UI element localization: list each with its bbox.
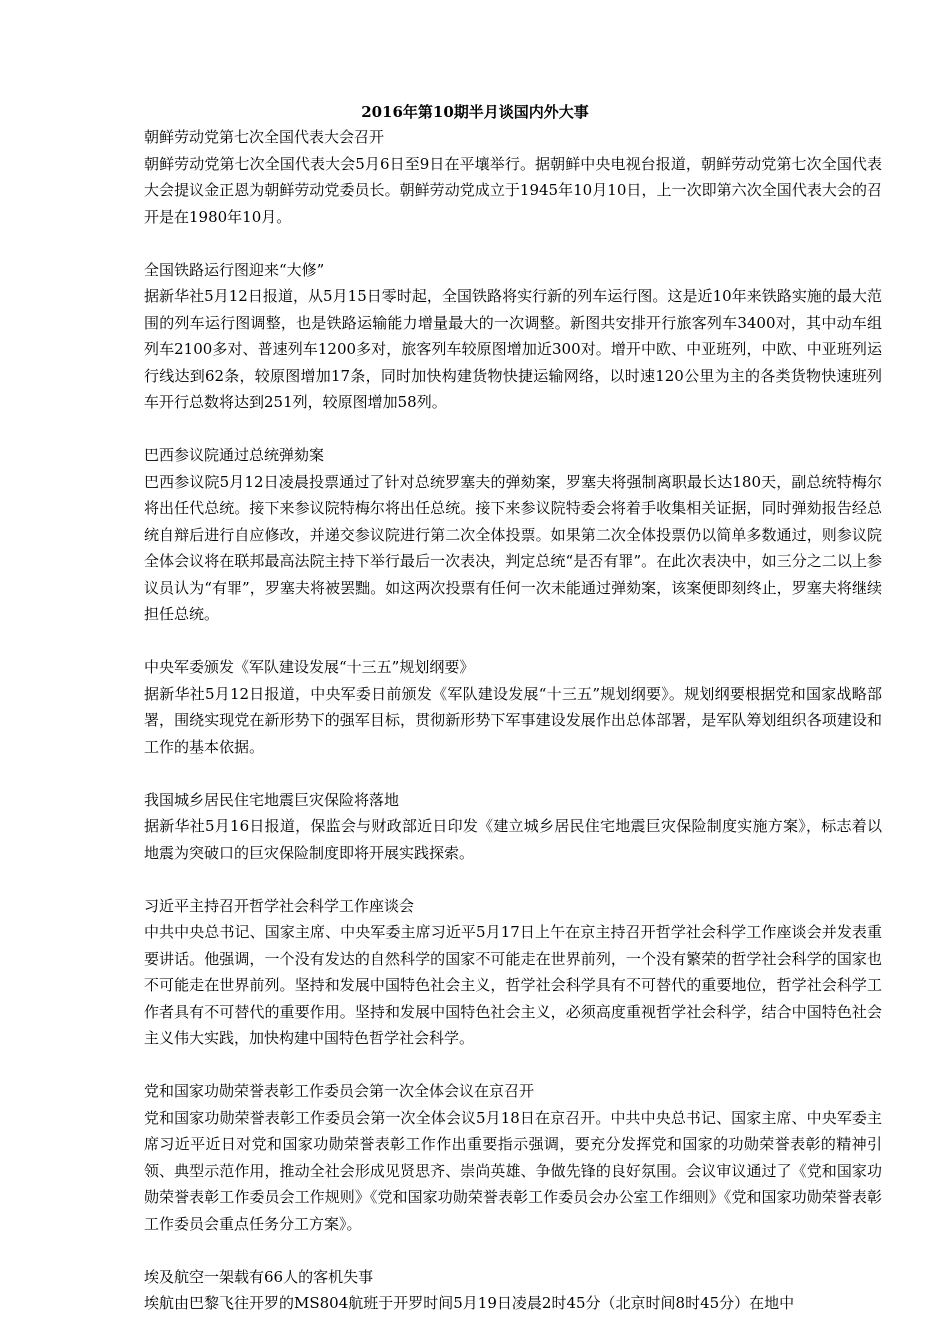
section-paragraph: 中共中央总书记、国家主席、中央军委主席习近平5月17日上午在京主持召开哲学社会科学工作座谈会并发表重要讲话。他强调，一个没有发达的自然科学的国家不可能走在世界前列，一个没有繁荣的哲学社会科学的国家也不可能走在世界前列。坚持和发展中国特色社会主义，哲学社会科学具有不可替代的重要地位，哲学社会科学工作者具有不可替代的重要作用。坚持和发展中国特色社会主义，必须高度重视哲学社会科学，结合中国特色社会主义伟大实践，加快构建中国特色哲学社会科学。 [144, 923, 882, 1047]
news-section [144, 1264, 882, 1317]
section-heading: 中央军委颁发《军队建设发展“十三五”规划纲要》 [144, 658, 475, 676]
section-paragraph: 埃航由巴黎飞往开罗的MS804航班于开罗时间5月19日凌晨2时45分（北京时间8时45分）在地中 [144, 1294, 795, 1312]
section-paragraph: 据新华社5月12日报道，中央军委日前颁发《军队建设发展“十三五”规划纲要》。规划纲要根据党和国家战略部署，围绕实现党在新形势下的强军目标，贯彻新形势下军事建设发展作出总体部署，是军队筹划组织各项建设和工作的基本依据。 [144, 684, 882, 756]
section-paragraph: 据新华社5月12日报道，从5月15日零时起，全国铁路将实行新的列车运行图。这是近10年来铁路实施的最大范围的列车运行图调整，也是铁路运输能力增量最大的一次调整。新图共安排开行旅客列车3400对，其中动车组列车2100多对、普速列车1200多对，旅客列车较原图增加近300对。增开中欧、中亚班列，中欧、中亚班列运行线达到62条，较原图增加17条，同时加快构建货物快捷运输网络，以时速120公里为主的各类货物快速班列车开行总数将达到251列，较原图增加58列。 [144, 287, 882, 411]
news-section [144, 1078, 882, 1237]
section-heading: 我国城乡居民住宅地震巨灾保险将落地 [144, 790, 400, 809]
section-heading: 朝鲜劳动党第七次全国代表大会召开 [144, 128, 385, 146]
section-paragraph: 据新华社5月16日报道，保监会与财政部近日印发《建立城乡居民住宅地震巨灾保险制度实施方案》，标志着以地震为突破口的巨灾保险制度即将开展实践探索。 [144, 817, 882, 862]
section-paragraph: 巴西参议院5月12日凌晨投票通过了针对总统罗塞夫的弹劾案，罗塞夫将强制离职最长达180天，副总统特梅尔将出任代总统。接下来参议院特梅尔将出任总统。接下来参议院特委会将着手收集相关证据，同时弹劾报告经总统自辩后进行自应修改，并递交参议院进行第二次全体投票。如果第二次全体投票仍以简单多数通过，则参议院全体会议将在联邦最高法院主持下举行最后一次表决，判定总统“是否有罪”。在此次表决中，如三分之二以上参议员认为“有罪”，罗塞夫将被罢黜。如这两次投票有任何一次未能通过弹劾案，该案便即刻终止，罗塞夫将继续担任总统。 [144, 472, 882, 623]
news-section [144, 787, 882, 867]
section-heading: 党和国家功勋荣誉表彰工作委员会第一次全体会议在京召开 [144, 1082, 535, 1100]
section-heading: 埃及航空一架载有66人的客机失事 [144, 1267, 374, 1286]
section-paragraph: 朝鲜劳动党第七次全国代表大会5月6日至9日在平壤举行。据朝鲜中央电视台报道，朝鲜劳动党第七次全国代表大会提议金正恩为朝鲜劳动党委员长。朝鲜劳动党成立于1945年10月10日，上一次即第六次全国代表大会的召开是在1980年10月。 [144, 154, 882, 226]
news-section [144, 124, 882, 230]
news-section [144, 893, 882, 1052]
news-section [144, 654, 882, 760]
news-section [144, 442, 882, 628]
section-heading: 习近平主持召开哲学社会科学工作座谈会 [144, 896, 415, 915]
document-title: 2016年第10期半月谈国内外大事 [361, 103, 589, 121]
document-body [144, 124, 882, 1317]
section-paragraph: 党和国家功勋荣誉表彰工作委员会第一次全体会议5月18日在京召开。中共中央总书记、国家主席、中央军委主席习近平近日对党和国家功勋荣誉表彰工作作出重要指示强调，要充分发挥党和国家的功勋荣誉表彰的精神引领、典型示范作用，推动全社会形成见贤思齐、崇尚英雄、争做先锋的良好氛围。会议审议通过了《党和国家功勋荣誉表彰工作委员会工作规则》《党和国家功勋荣誉表彰工作委员会办公室工作细则》《党和国家功勋荣誉表彰工作委员会重点任务分工方案》。 [144, 1108, 882, 1233]
section-heading: 全国铁路运行图迎来“大修” [144, 260, 325, 279]
section-heading: 巴西参议院通过总统弹劾案 [144, 446, 325, 464]
news-section [144, 257, 882, 416]
